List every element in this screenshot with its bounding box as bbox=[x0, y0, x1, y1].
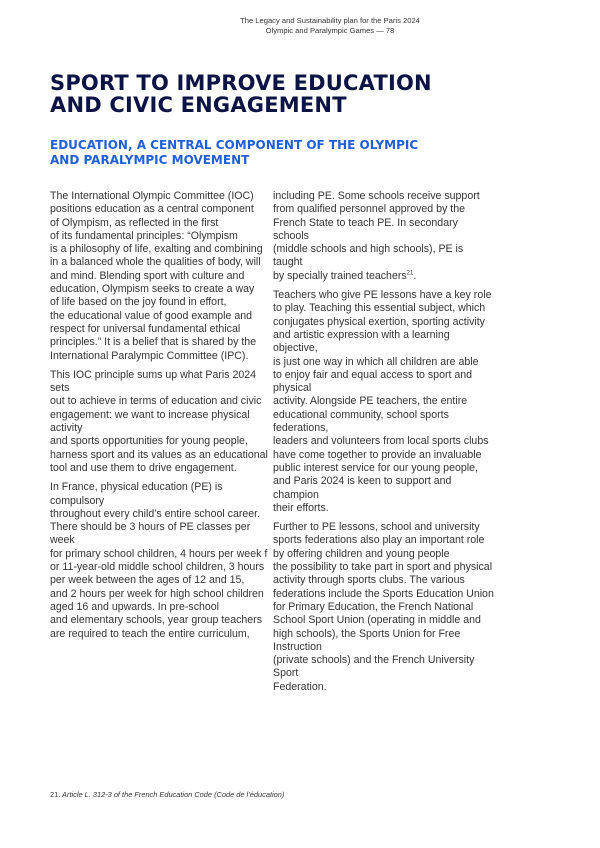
footnote-text: Article L. 312-3 of the French Education Code (Code de l’éducation) bbox=[60, 790, 285, 799]
paragraph-pe-teachers: Teachers who give PE lessons have a key role to play. Teaching this essential subject, which conjugates physical exertion, sporting activity and artistic expression with a learning objective, is just one way in which all children are able to enjoy fair and equal access to sport and physical activity. Alongside PE teachers, the entire educational community, school sports federations, leaders and volunteers from local sports clubs have come together to provide an invaluable public interest service for our young people, and Paris 2024 is keen to support and champion their efforts. bbox=[273, 289, 492, 514]
paragraph-end: . bbox=[413, 269, 417, 282]
right-column bbox=[273, 190, 495, 700]
section-title: EDUCATION, A CENTRAL COMPONENT OF THE OLYMPIC AND PARALYMPIC MOVEMENT bbox=[50, 138, 419, 167]
running-header: The Legacy and Sustainability plan for the Paris 2024 Olympic and Paralympic Games — 78 bbox=[240, 16, 420, 35]
paragraph-pe-support bbox=[273, 190, 495, 283]
left-column bbox=[50, 190, 272, 647]
paragraph-paris-2024-goals: This IOC principle sums up what Paris 2024 sets out to achieve in terms of education and civic engagement: we want to increase physical activity and sports opportunities for young people, harness sport and its values as an educational tool and use them to drive engagement. bbox=[50, 368, 268, 474]
paragraph-ioc-principle: The International Olympic Committee (IOC) positions education as a central component of Olympism, as reflected in the first of its fundamental principles: “Olympism is a philosophy of life, exalting and combining in a balanced whole the qualities of body, will and mind. Blending sport with culture and education, Olympism seeks to create a way of life based on the joy found in effort, the educational value of good example and respect for universal fundamental ethical principles.” It is a belief that is shared by the International Paralympic Committee (IPC). bbox=[50, 190, 263, 362]
footnote bbox=[50, 790, 284, 799]
paragraph-sports-federations: Further to PE lessons, school and university sports federations also play an important role by offering children and young people the possibility to take part in sport and physical activity through sports clubs. The various federations include the Sports Education Union for Primary Education, the French National School Sport Union (operating in middle and high schools), the Sports Union for Free Instruction (private schools) and the French University Sport Federation. bbox=[273, 521, 494, 693]
footnote-number: 21. bbox=[50, 790, 61, 799]
paragraph-text: including PE. Some schools receive support from qualified personnel approved by the French State to teach PE. In secondary schools (middle schools and high schools), PE is taught by specially trained teachers bbox=[273, 190, 480, 282]
paragraph-pe-in-france: In France, physical education (PE) is compulsory throughout every child’s entire school career. There should be 3 hours of PE classes per week for primary school children, 4 hours per week f or 11-year-old middle school children, 3 hours per week between the ages of 12 and 15, and 2 hours per week for high school children aged 16 and upwards. In pre-school and elementary schools, year group teachers are required to teach the entire curriculum, bbox=[50, 481, 268, 640]
page-title: SPORT TO IMPROVE EDUCATION AND CIVIC ENGAGEMENT bbox=[50, 71, 432, 117]
footnote-ref[interactable]: 21 bbox=[406, 270, 414, 277]
